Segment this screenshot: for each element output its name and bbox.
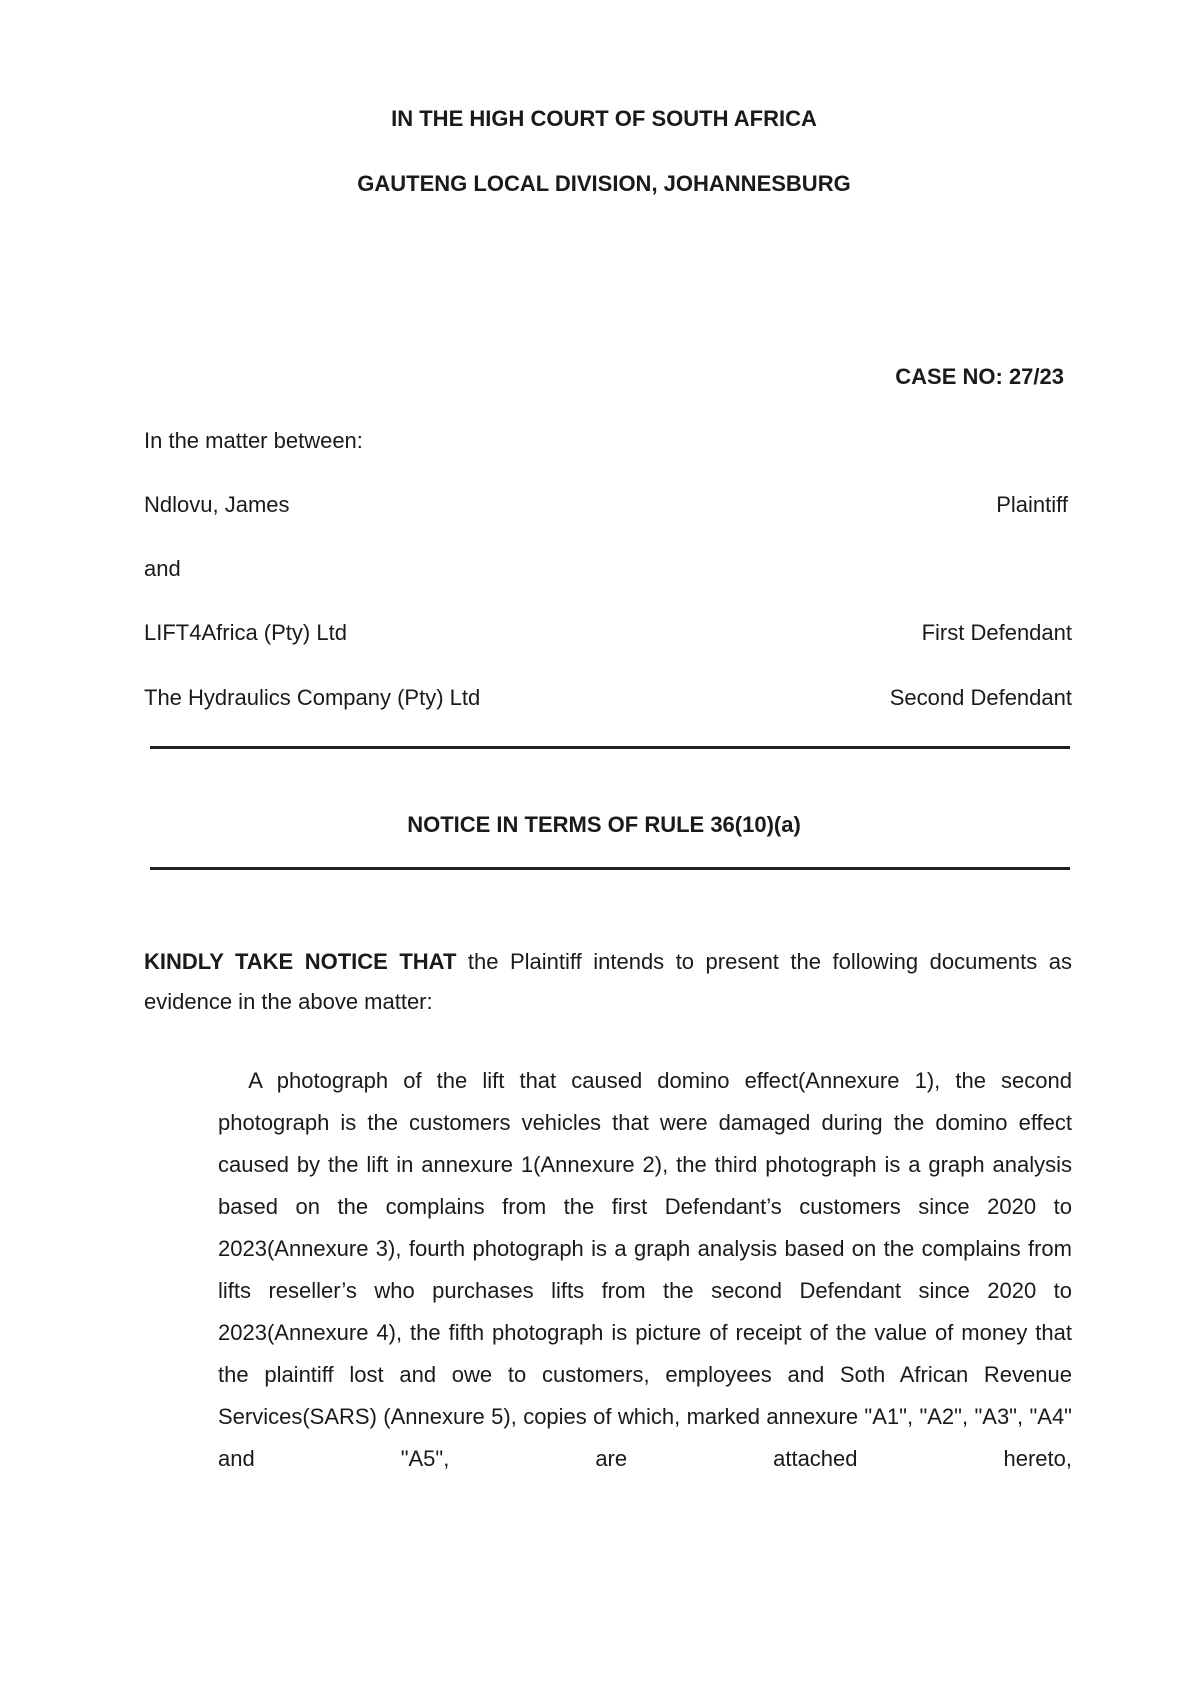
- plaintiff-role: Plaintiff: [996, 492, 1068, 517]
- notice-lead-text: the Plaintiff intends to present the following documents as evidence in the above matter:: [144, 949, 1072, 1014]
- plaintiff-name: Ndlovu, James: [144, 492, 290, 517]
- second-defendant-role: Second Defendant: [889, 685, 1072, 710]
- top-divider: [150, 746, 1070, 749]
- bottom-divider: [150, 867, 1070, 870]
- evidence-paragraph: A photograph of the lift that caused domino effect(Annexure 1), the second photograph is the customers vehicles that were damaged during the domino effect caused by the lift in annexure 1(Annexure 2), the third photograph is a graph analysis based on the complains from the first Defendant’s customers since 2020 to 2023(Annexure 3), fourth photograph is a graph analysis based on the complains from lifts reseller’s who purchases lifts from the second Defendant since 2020 to 2023(Annexure 4), the fifth photograph is picture of receipt of the value of money that the plaintiff lost and owe to customers, employees and Soth African Revenue Services(SARS) (Annexure 5), copies of which, marked annexure "A1", "A2", "A3", "A4" and "A5", are attached hereto,: [218, 1068, 1079, 1471]
- matter-intro: In the matter between:: [144, 428, 363, 453]
- division-heading: GAUTENG LOCAL DIVISION, JOHANNESBURG: [357, 171, 851, 196]
- case-number: CASE NO: 27/23: [895, 364, 1064, 389]
- first-defendant-name: LIFT4Africa (Pty) Ltd: [144, 620, 347, 645]
- notice-lead-paragraph: [144, 942, 1072, 1022]
- court-heading: IN THE HIGH COURT OF SOUTH AFRICA: [391, 106, 817, 131]
- first-defendant-role: First Defendant: [921, 620, 1072, 645]
- conjunction-and: and: [144, 556, 181, 581]
- second-defendant-name: The Hydraulics Company (Pty) Ltd: [144, 685, 481, 710]
- notice-lead-bold: KINDLY TAKE NOTICE THAT: [144, 949, 457, 974]
- notice-title: NOTICE IN TERMS OF RULE 36(10)(a): [407, 812, 801, 837]
